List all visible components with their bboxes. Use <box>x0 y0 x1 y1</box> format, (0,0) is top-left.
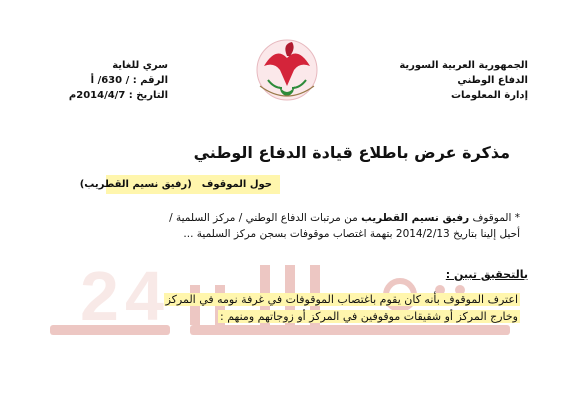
eagle-emblem-icon <box>246 36 328 106</box>
svg-text:2: 2 <box>80 257 119 335</box>
issuer-block <box>378 58 528 103</box>
detainee-paragraph <box>130 210 520 242</box>
issuer-country: الجمهورية العربية السورية <box>399 60 528 71</box>
highlighted-text-2: وخارج المركز أو شقيقات موقوفين في المركز أو زوجاتهم ومنهم : <box>220 310 518 323</box>
reference-number <box>48 73 168 88</box>
issuer-organization: الدفاع الوطني <box>457 75 528 86</box>
subject-name: (رفيق نسيم القطريب) <box>79 179 192 190</box>
detainee-line-1 <box>130 210 520 226</box>
subject-line <box>79 175 280 194</box>
date-value: 2014/4/7م <box>68 90 126 101</box>
classification-label: سري للغاية <box>112 60 168 71</box>
detainee-prefix: * الموقوف <box>472 212 520 224</box>
investigation-line-1 <box>58 291 520 308</box>
date-label: التاريخ : <box>128 90 168 101</box>
detainee-line-2: أحيل إلينا بتاريخ 2014/2/13 بتهمة اغتصاب موقوفات بسجن مركز السلمية ... <box>183 228 520 240</box>
document-reference-block <box>48 58 168 103</box>
investigation-paragraph <box>58 291 520 325</box>
highlighted-text-1: اعترف الموقوف بأنه كان يقوم باغتصاب الموقوفات في غرفة نومه في المركز <box>165 293 518 306</box>
svg-text:4: 4 <box>125 257 164 335</box>
detainee-name: رفيق نسيم القطريب <box>361 212 470 224</box>
detainee-affiliation: من مرتبات الدفاع الوطني / مركز السلمية / <box>169 212 358 224</box>
subject-label: حول الموقوف <box>201 179 272 190</box>
investigation-heading: بالتحقيق تبين : <box>445 268 528 281</box>
reference-label: الرقم : <box>132 75 168 86</box>
issuer-department: إدارة المعلومات <box>450 90 528 101</box>
investigation-line-2 <box>58 308 520 325</box>
document-title: مذكرة عرض باطلاع قيادة الدفاع الوطني <box>193 143 510 162</box>
document-date <box>48 88 168 103</box>
reference-value: / 630/ أ <box>90 75 130 86</box>
